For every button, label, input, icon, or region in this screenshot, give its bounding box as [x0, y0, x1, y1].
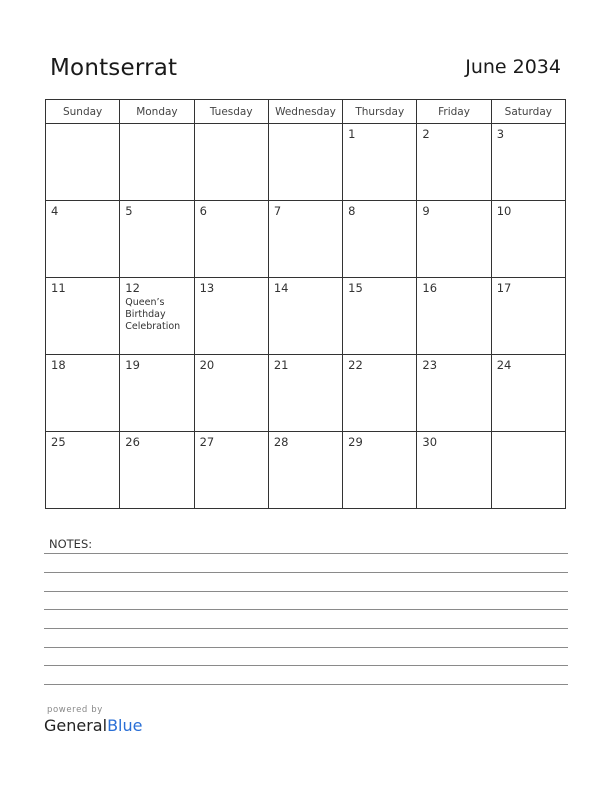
day-number: 4: [51, 204, 59, 218]
day-number: 12: [125, 281, 140, 295]
week-row: [46, 432, 566, 509]
notes-label: NOTES:: [49, 537, 93, 551]
note-line: [44, 591, 568, 592]
note-line: [44, 628, 568, 629]
day-number: 1: [348, 127, 356, 141]
day-number: 5: [125, 204, 133, 218]
day-cell: [46, 432, 120, 509]
day-cell: [120, 432, 194, 509]
week-row: [46, 201, 566, 278]
day-cell: [491, 278, 565, 355]
note-line: [44, 609, 568, 610]
day-number: 30: [422, 435, 438, 449]
note-line: [44, 665, 568, 666]
day-cell: [120, 201, 194, 278]
day-cell: [194, 201, 268, 278]
day-cell: [46, 278, 120, 355]
day-cell: [120, 355, 194, 432]
day-cell: [491, 124, 565, 201]
day-cell: [46, 124, 120, 201]
day-number: 2: [422, 127, 430, 141]
brand-name-part2: Blue: [107, 716, 143, 735]
day-cell: [268, 432, 342, 509]
weekday-header: Wednesday: [268, 100, 342, 124]
weekday-header-row: [46, 100, 566, 124]
day-cell: [491, 355, 565, 432]
day-cell: [194, 124, 268, 201]
day-number: 23: [422, 358, 438, 372]
note-line: [44, 572, 568, 573]
day-number: 16: [422, 281, 438, 295]
day-cell: [120, 124, 194, 201]
day-cell: [268, 278, 342, 355]
day-cell: [343, 124, 417, 201]
day-cell: [268, 201, 342, 278]
day-number: 13: [199, 281, 215, 295]
day-number: 11: [51, 281, 66, 295]
calendar-country-title: Montserrat: [50, 55, 178, 81]
generalblue-logo: [44, 716, 142, 735]
day-cell: [491, 201, 565, 278]
day-number: 17: [496, 281, 512, 295]
day-number: 14: [273, 281, 289, 295]
day-number: 21: [273, 358, 289, 372]
note-line: [44, 553, 568, 554]
day-cell: [417, 432, 491, 509]
weekday-header: Tuesday: [194, 100, 268, 124]
week-row: [46, 278, 566, 355]
day-number: 22: [348, 358, 363, 372]
day-cell: [491, 432, 565, 509]
day-cell: [417, 201, 491, 278]
note-line: [44, 647, 568, 648]
day-cell: [268, 355, 342, 432]
day-number: 19: [125, 358, 140, 372]
day-cell: [46, 355, 120, 432]
day-number: 20: [199, 358, 215, 372]
day-cell: [46, 201, 120, 278]
day-cell: [120, 278, 194, 355]
weekday-header: Thursday: [343, 100, 417, 124]
week-row: [46, 355, 566, 432]
day-number: 15: [348, 281, 363, 295]
day-cell: [417, 278, 491, 355]
day-number: 18: [51, 358, 66, 372]
day-cell: [343, 355, 417, 432]
day-number: 25: [51, 435, 66, 449]
day-number: 29: [348, 435, 363, 449]
day-cell: [268, 124, 342, 201]
day-number: 28: [273, 435, 289, 449]
day-number: 26: [125, 435, 140, 449]
note-line: [44, 684, 568, 685]
week-row: [46, 124, 566, 201]
calendar-month-title: June 2034: [465, 56, 561, 78]
weekday-header: Saturday: [491, 100, 565, 124]
day-cell: [417, 355, 491, 432]
day-cell: [343, 201, 417, 278]
day-number: 3: [496, 127, 505, 141]
day-number: 8: [348, 204, 356, 218]
brand-name-part1: General: [44, 716, 108, 735]
day-cell: [343, 278, 417, 355]
day-number: 6: [199, 204, 207, 218]
day-cell: [417, 124, 491, 201]
weekday-header: Sunday: [46, 100, 120, 124]
day-number: 27: [199, 435, 215, 449]
weekday-header: Friday: [417, 100, 491, 124]
weekday-header: Monday: [120, 100, 194, 124]
day-cell: [194, 278, 268, 355]
day-number: 7: [273, 204, 282, 218]
holiday-label: Queen’s Birthday Celebration: [125, 297, 181, 332]
powered-by-text: powered by: [47, 705, 103, 715]
day-cell: [343, 432, 417, 509]
calendar-grid: [45, 99, 566, 509]
day-number: 24: [496, 358, 512, 372]
day-number: 9: [422, 204, 430, 218]
day-cell: [194, 432, 268, 509]
day-number: 10: [496, 204, 512, 218]
day-cell: [194, 355, 268, 432]
